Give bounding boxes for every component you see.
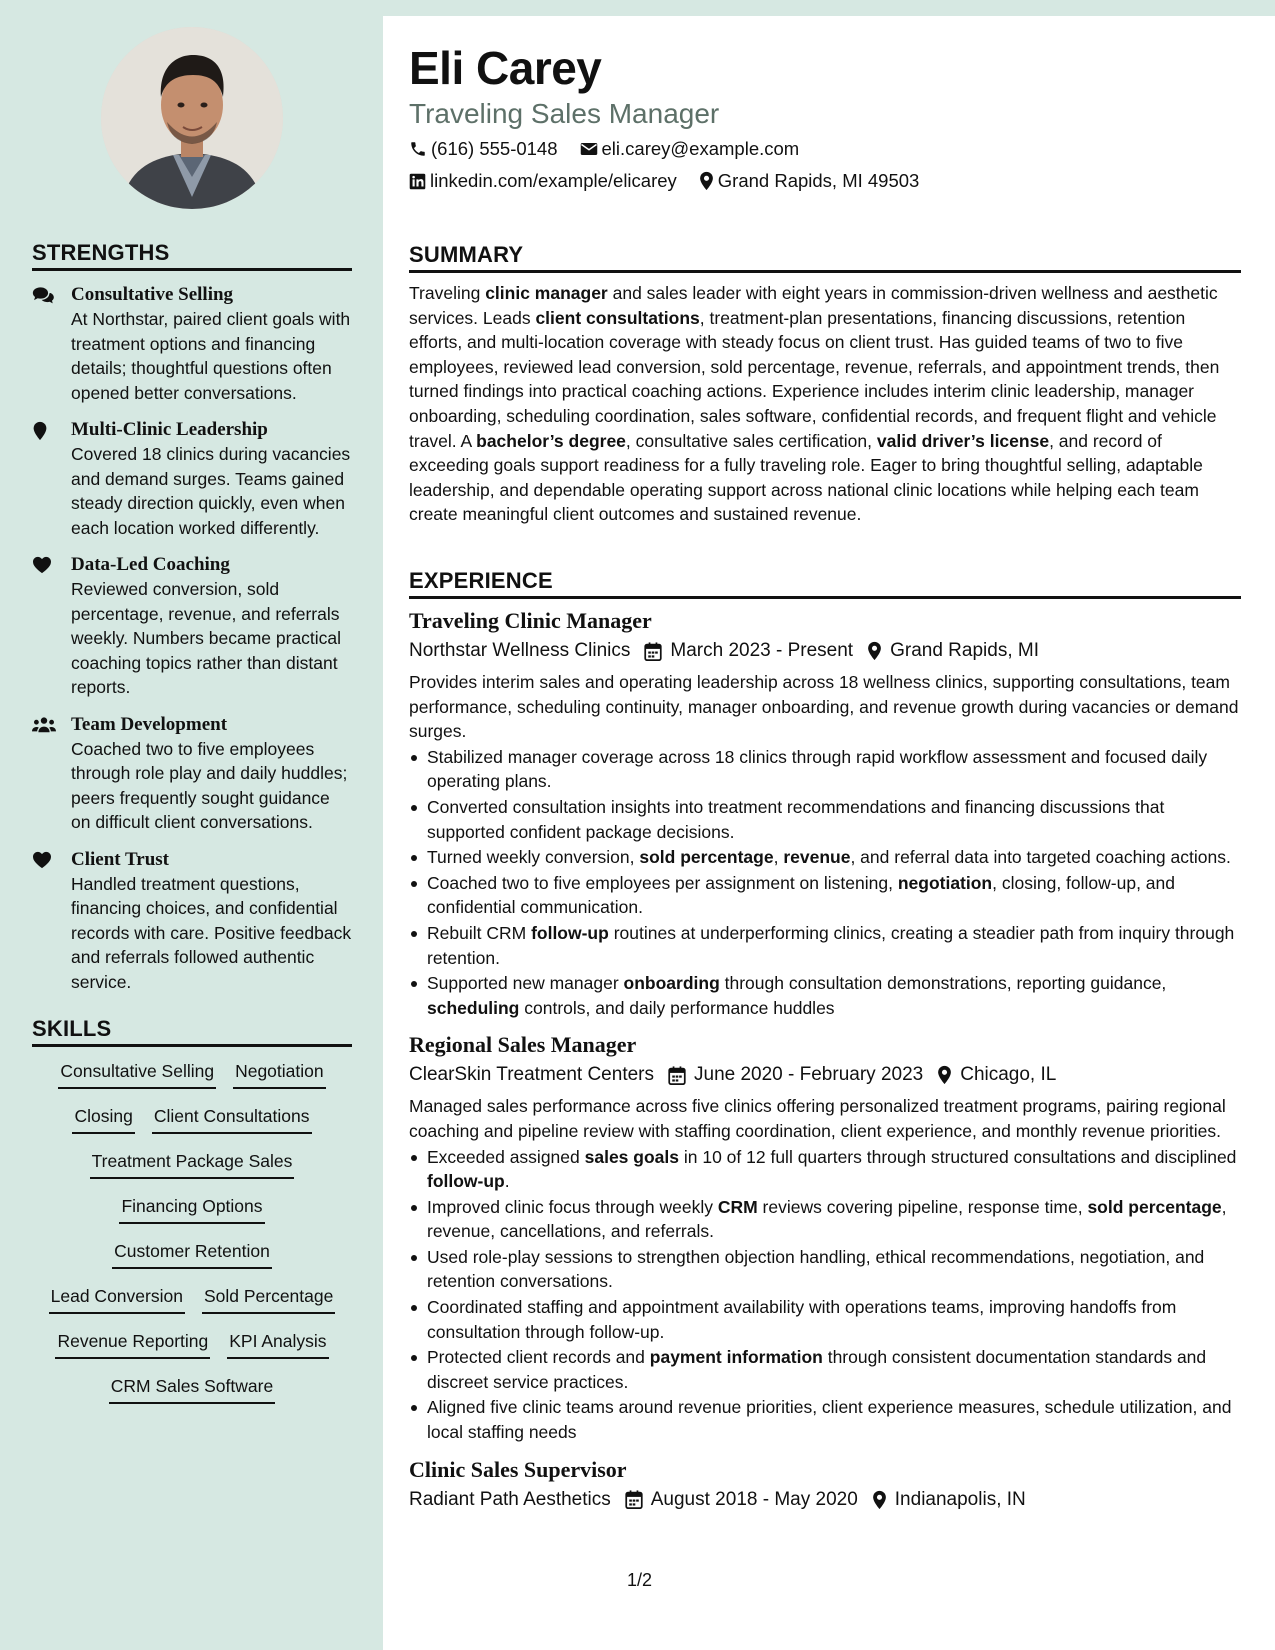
skill-row [32, 1284, 352, 1329]
strength-description: Handled treatment questions, financing choices, and confidential records with care. Positive feedback and referrals followed authentic service. [71, 873, 352, 992]
job-bullets [409, 1145, 1241, 1445]
job-role: Traveling Clinic Manager [409, 608, 652, 633]
strength-title: Multi-Clinic Leadership [71, 419, 268, 440]
experience-heading: EXPERIENCE [409, 568, 1241, 599]
strength-title: Client Trust [71, 848, 169, 870]
list-item: Aligned five clinic teams around revenue priorities, client experience measures, schedule utilization, and local staffing needs [409, 1395, 1241, 1444]
skill-tag: Customer Retention [112, 1239, 272, 1269]
strengths-heading: STRENGTHS [32, 240, 352, 271]
strength-item [32, 848, 352, 995]
strength-description: Reviewed conversion, sold percentage, revenue, and referrals weekly. Numbers became practical coaching topics rather than distant reports. [71, 579, 342, 697]
job-description: Managed sales performance across five clinics offering personalized treatment programs, pairing regional coaching and pipeline review with staffing coordination, client experience, and monthly revenue priorities. [409, 1096, 1226, 1141]
list-item: Supported new manager onboarding through consultation demonstrations, reporting guidance, scheduling controls, and daily performance huddles [409, 971, 1241, 1020]
job-entry [409, 606, 1241, 1020]
job-location: Chicago, IL [937, 1060, 1056, 1090]
contact-row-2 [409, 166, 1241, 196]
skill-tag: KPI Analysis [227, 1329, 328, 1359]
job-location: Grand Rapids, MI [867, 636, 1039, 666]
job-meta [409, 1485, 1241, 1515]
strength-title: Data-Led Coaching [71, 554, 230, 575]
linkedin-icon [409, 173, 426, 190]
skills-heading: SKILLS [32, 1016, 352, 1047]
map-pin-icon [32, 421, 54, 439]
skill-row [32, 1194, 352, 1239]
skill-tag: CRM Sales Software [109, 1374, 275, 1404]
candidate-name: Eli Carey [409, 42, 602, 94]
phone-text: (616) 555-0148 [431, 138, 558, 159]
linkedin[interactable] [409, 166, 677, 196]
list-item: Turned weekly conversion, sold percentage, revenue, and referral data into targeted coaching actions. [409, 845, 1241, 870]
list-item: Rebuilt CRM follow-up routines at underperforming clinics, creating a steadier path from inquiry through retention. [409, 921, 1241, 970]
job-role: Clinic Sales Supervisor [409, 1456, 627, 1482]
strength-item [32, 553, 352, 700]
strength-item [32, 283, 352, 405]
contact-row-1 [409, 134, 1241, 164]
summary-text: Traveling clinic manager and sales leader with eight years in commission-driven wellness and aesthetic services. Leads client consultations, treatment-plan presentations, financing discussions, retention efforts, and multi-location coverage with steady focus on client trust. Has guided teams of two to five employees, reviewed lead conversion, sold percentage, revenue, referrals, and appointment trends, then turned findings into practical coaching actions. Experience includes interim clinic leadership, manager onboarding, scheduling coordination, sales software, confidential records, and frequent flight and vehicle travel. A bachelor’s degree, consultative sales certification, valid driver’s license, and record of exceeding goals support readiness for a fully traveling role. Eager to bring thoughtful selling, adaptable leadership, and dependable operating support across national clinic locations while helping each team create meaningful client outcomes and sustained revenue. [409, 283, 1220, 525]
skills-list [32, 1059, 352, 1419]
map-pin-icon [699, 171, 714, 191]
strength-description: At Northstar, paired client goals with treatment options and financing details; thoughtful questions often opened better conversations. [71, 309, 351, 403]
summary-heading: SUMMARY [409, 242, 1241, 273]
job-bullets [409, 745, 1241, 1021]
list-item: Coordinated staffing and appointment availability with operations teams, improving handoffs from consultation through follow-up. [409, 1295, 1241, 1344]
job-meta [409, 636, 1241, 666]
email-text: eli.carey@example.com [601, 138, 800, 159]
skill-tag: Sold Percentage [202, 1284, 335, 1314]
skill-tag: Treatment Package Sales [90, 1149, 295, 1179]
strength-description: Covered 18 clinics during vacancies and demand surges. Teams gained steady direction quickly, even when each location worked differently. [71, 444, 351, 538]
skill-tag: Financing Options [119, 1194, 264, 1224]
profile-photo-image [101, 27, 283, 209]
list-item: Converted consultation insights into treatment recommendations and financing discussions that supported confident package decisions. [409, 795, 1241, 844]
skill-tag: Revenue Reporting [55, 1329, 210, 1359]
job-location: Indianapolis, IN [872, 1485, 1026, 1515]
calendar-icon [644, 642, 662, 661]
sidebar-content [32, 240, 352, 1419]
list-item: Used role-play sessions to strengthen objection handling, ethical recommendations, negotiation, and retention conversations. [409, 1245, 1241, 1294]
list-item: Exceeded assigned sales goals in 10 of 12 full quarters through structured consultations and disciplined follow-up. [409, 1145, 1241, 1194]
list-item: Stabilized manager coverage across 18 clinics through rapid workflow assessment and focused daily operating plans. [409, 745, 1241, 794]
main-content [409, 40, 1241, 1510]
list-item: Protected client records and payment information through consistent documentation standards and discreet service practices. [409, 1345, 1241, 1394]
phone[interactable] [409, 134, 558, 164]
calendar-icon [668, 1066, 686, 1085]
job-entry [409, 1455, 1241, 1515]
linkedin-text: linkedin.com/example/elicarey [430, 170, 677, 191]
skill-row [32, 1059, 352, 1104]
job-description: Provides interim sales and operating leadership across 18 wellness clinics, supporting consultations, team performance, scheduling continuity, manager onboarding, and revenue growth during vacancies or demand surges. [409, 672, 1239, 742]
page-number: 1/2 [627, 1570, 653, 1590]
skill-row [32, 1239, 352, 1284]
sidebar [0, 0, 383, 1650]
job-company: Radiant Path Aesthetics [409, 1488, 611, 1510]
heart-icon [32, 851, 54, 869]
map-pin-icon [872, 1490, 887, 1510]
location-text: Grand Rapids, MI 49503 [717, 170, 920, 191]
map-pin-icon [867, 641, 882, 661]
strength-title: Consultative Selling [71, 284, 234, 305]
strength-item [32, 418, 352, 540]
job-company: Northstar Wellness Clinics [409, 640, 631, 661]
job-dates: June 2020 - February 2023 [668, 1060, 923, 1090]
skill-row [32, 1149, 352, 1194]
skill-row [32, 1374, 352, 1419]
job-company: ClearSkin Treatment Centers [409, 1064, 654, 1086]
skill-tag: Consultative Selling [58, 1059, 216, 1089]
job-entry [409, 1030, 1241, 1444]
location [699, 166, 920, 196]
users-icon [32, 716, 54, 734]
skill-row [32, 1104, 352, 1149]
profile-photo [101, 27, 283, 209]
job-dates: March 2023 - Present [644, 636, 853, 666]
calendar-icon [625, 1490, 643, 1509]
experience-list [409, 606, 1241, 1525]
envelope-icon [580, 141, 598, 157]
list-item: Improved clinic focus through weekly CRM reviews covering pipeline, response time, sold percentage, revenue, cancellations, and referrals. [409, 1195, 1241, 1244]
strengths-list [32, 283, 352, 994]
skill-row [32, 1329, 352, 1374]
strength-title: Team Development [71, 713, 228, 735]
skill-tag: Client Consultations [152, 1104, 312, 1134]
skill-tag: Negotiation [233, 1059, 326, 1089]
strength-item [32, 713, 352, 835]
strength-description: Coached two to five employees through role play and daily huddles; peers frequently sought guidance on difficult client conversations. [71, 738, 348, 832]
job-meta [409, 1060, 1241, 1090]
job-dates: August 2018 - May 2020 [625, 1485, 858, 1515]
job-role: Regional Sales Manager [409, 1032, 637, 1058]
list-item: Coached two to five employees per assignment on listening, negotiation, closing, follow-up, and confidential communication. [409, 871, 1241, 920]
email[interactable] [580, 134, 800, 164]
map-pin-icon [937, 1065, 952, 1085]
comments-icon [32, 286, 54, 304]
skill-tag: Lead Conversion [49, 1284, 185, 1314]
phone-icon [409, 140, 427, 158]
candidate-title: Traveling Sales Manager [409, 98, 720, 129]
heart-icon [32, 556, 54, 574]
skill-tag: Closing [72, 1104, 134, 1134]
